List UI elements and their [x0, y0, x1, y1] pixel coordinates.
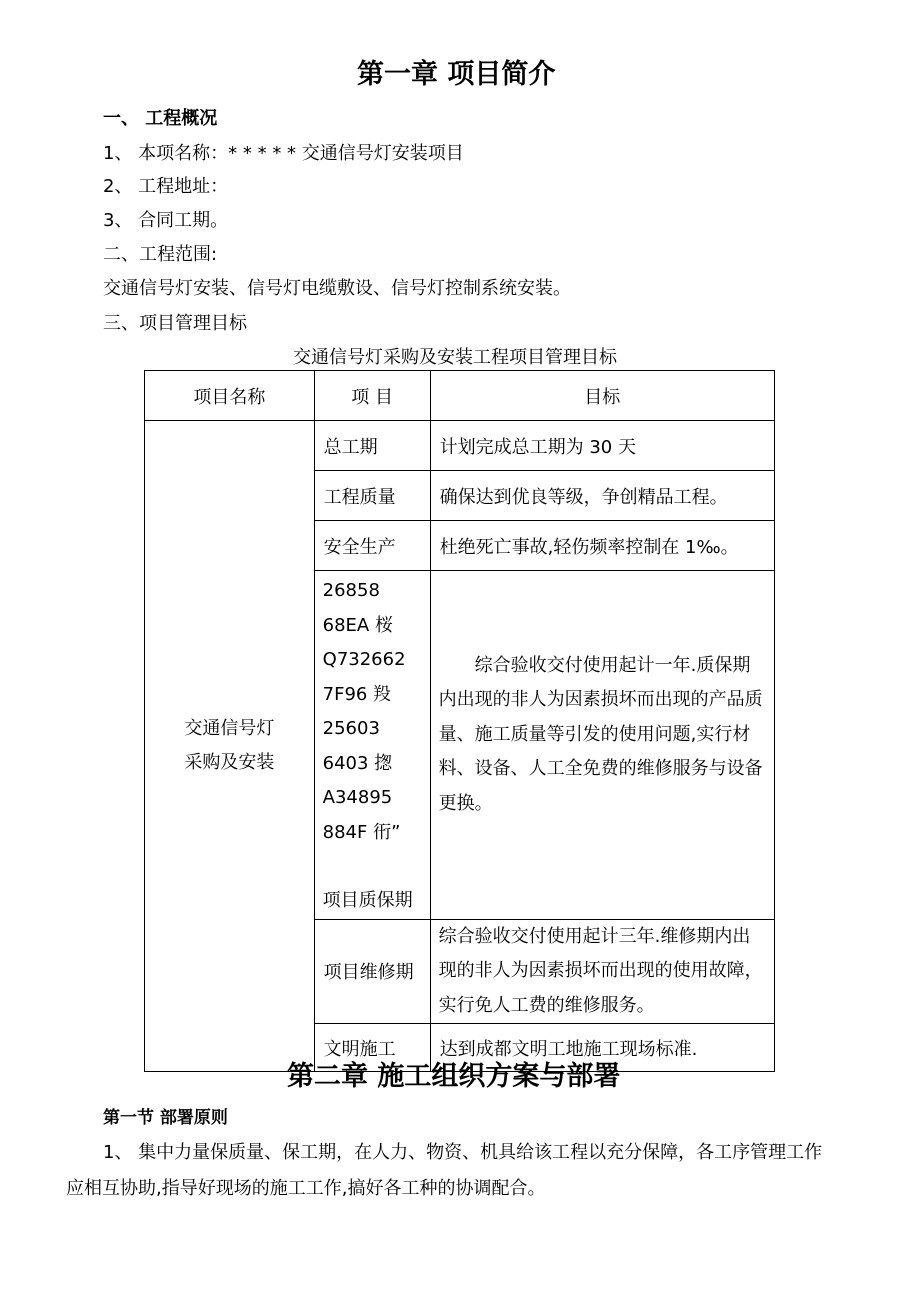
target-cell: 计划完成总工期为 30 天 [430, 421, 774, 471]
garbled-line: 68EA 桜 [322, 614, 393, 636]
garbled-line: Q732662 [322, 649, 406, 670]
table-caption: 交通信号灯采购及安装工程项目管理目标 [293, 347, 617, 368]
garbled-line: 25603 [322, 718, 380, 739]
item-cell: 项目维修期 [314, 919, 430, 1024]
item-cell: 安全生产 [314, 521, 430, 571]
project-name-line: 交通信号灯 [184, 718, 275, 739]
list-item: 3、 合同工期。 [103, 210, 229, 231]
target-cell [430, 571, 774, 920]
header-target: 目标 [430, 371, 774, 421]
project-name-cell [145, 421, 315, 1072]
table-header-row [145, 371, 775, 421]
paragraph-line: 1、 集中力量保质量、保工期，在人力、物资、机具给该工程以充分保障，各工序管理工作 [103, 1142, 823, 1163]
garbled-line: 6403 揔 [322, 752, 393, 774]
item-cell: 工程质量 [314, 471, 430, 521]
section-heading-goals: 三、项目管理目标 [103, 313, 247, 334]
item-cell: 文明施工 [314, 1024, 430, 1072]
chapter2-title: 第二章 施工组织方案与部署 [287, 1061, 621, 1092]
section-heading-principles: 第一节 部署原则 [103, 1108, 228, 1128]
item-cell [314, 571, 430, 920]
table-row [145, 421, 775, 471]
list-item: 1、 本项名称：* * * * * 交通信号灯安装项目 [103, 143, 464, 164]
list-item: 2、 工程地址： [103, 176, 229, 197]
section-heading-scope: 二、工程范围: [103, 244, 218, 265]
garbled-line: 7F96 羖 [322, 683, 392, 705]
section-heading-overview: 一、 工程概况 [103, 108, 218, 129]
scope-text: 交通信号灯安装、信号灯电缆敷设、信号灯控制系统安装。 [103, 278, 571, 299]
target-text: 综合验收交付使用起计一年.质保期内出现的非人为因素损坏而出现的产品质量、施工质量等引发的使用问题,实行材料、设备、人工全免费的维修服务与设备更换。 [438, 654, 763, 814]
header-item: 项 目 [314, 371, 430, 421]
garbled-line: 26858 [322, 580, 380, 601]
header-project-name: 项目名称 [145, 371, 315, 421]
garbled-line: 884F 衎” [322, 821, 401, 843]
project-name-line: 采购及安装 [184, 752, 275, 773]
chapter1-title: 第一章 项目简介 [357, 59, 556, 90]
garbled-line: A34895 [322, 787, 393, 808]
item-cell: 总工期 [314, 421, 430, 471]
target-cell: 达到成都文明工地施工现场标准. [430, 1024, 774, 1072]
target-cell: 杜绝死亡事故,轻伤频率控制在 1‰。 [430, 521, 774, 571]
target-cell: 确保达到优良等级，争创精品工程。 [430, 471, 774, 521]
target-cell: 综合验收交付使用起计三年.维修期内出现的非人为因素损坏而出现的使用故障，实行免人工费的维修服务。 [430, 919, 774, 1024]
goals-table [144, 370, 775, 1072]
paragraph-line: 应相互协助,指导好现场的施工工作,搞好各工种的协调配合。 [66, 1178, 546, 1199]
item-label: 项目质保期 [322, 890, 413, 911]
